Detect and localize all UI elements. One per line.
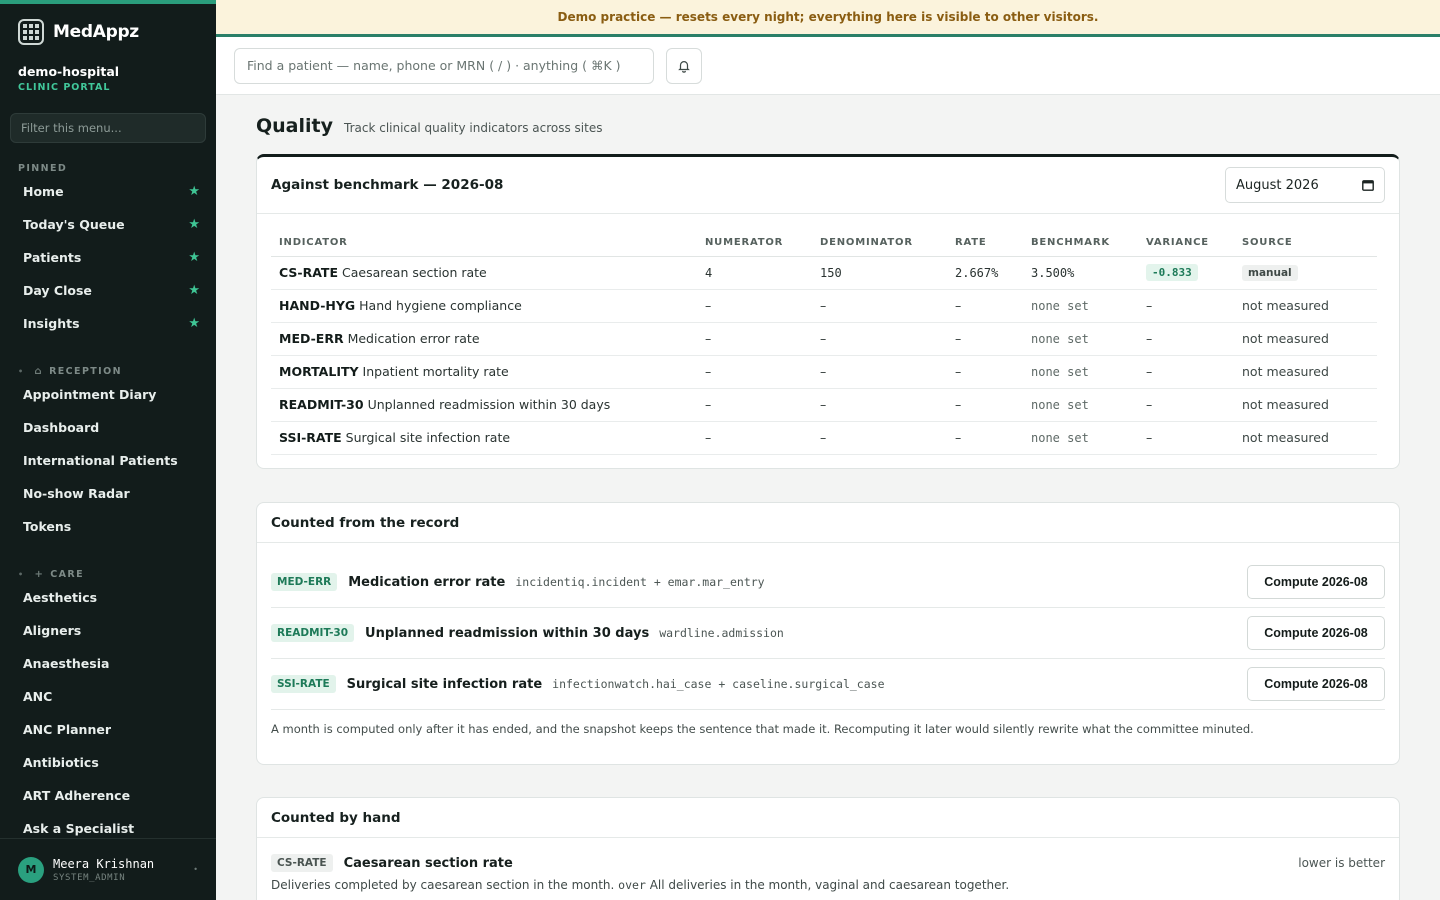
source-badge: manual xyxy=(1242,265,1298,281)
brand[interactable] xyxy=(0,4,216,60)
hand-indicator xyxy=(271,854,513,872)
variance-cell: – xyxy=(1138,322,1234,355)
rate-cell: 2.667% xyxy=(947,256,1023,289)
indicator-name: Inpatient mortality rate xyxy=(362,364,509,379)
col-source: SOURCE xyxy=(1234,230,1377,256)
sidebar-item-aligners[interactable]: Aligners xyxy=(23,623,82,638)
table-row xyxy=(271,289,1377,322)
brand-logo-icon xyxy=(18,19,44,45)
benchmark-card-header xyxy=(257,157,1399,214)
care-list xyxy=(0,581,216,845)
denominator-cell: – xyxy=(812,421,947,454)
indicator-code-badge: READMIT-30 xyxy=(271,624,354,642)
sidebar-item-aesthetics[interactable]: Aesthetics xyxy=(23,590,98,605)
page-title: Quality xyxy=(256,115,333,137)
indicator-cell xyxy=(271,256,697,289)
rate-cell: – xyxy=(947,388,1023,421)
col-denominator: DENOMINATOR xyxy=(812,230,947,256)
rate-cell: – xyxy=(947,322,1023,355)
indicator-name: Caesarean section rate xyxy=(343,855,513,871)
indicator-name: Unplanned readmission within 30 days xyxy=(365,625,650,641)
sidebar-item-art-adherence[interactable]: ART Adherence xyxy=(23,788,131,803)
section-label-care[interactable]: • + CARE xyxy=(18,568,85,580)
collapse-dot-icon: • xyxy=(18,366,25,376)
sidebar-item-insights[interactable]: Insights ★ xyxy=(23,316,200,331)
indicator-name: Medication error rate xyxy=(348,574,506,590)
section-label-reception[interactable]: • ⌂ RECEPTION xyxy=(18,365,122,377)
sidebar-item-day-close[interactable]: Day Close ★ xyxy=(23,283,200,298)
numerator-cell: – xyxy=(697,322,812,355)
numerator-cell: 4 xyxy=(697,256,812,289)
col-rate: RATE xyxy=(947,230,1023,256)
list-item xyxy=(271,854,1385,872)
sidebar xyxy=(0,0,216,900)
sidebar-item-todays-queue[interactable]: Today's Queue ★ xyxy=(23,217,200,232)
calendar-icon[interactable] xyxy=(1362,179,1374,191)
indicator-cell xyxy=(271,289,697,322)
record-title: Counted from the record xyxy=(271,514,460,531)
record-card xyxy=(256,502,1400,765)
source-cell: not measured xyxy=(1234,289,1377,322)
sidebar-item-patients[interactable]: Patients ★ xyxy=(23,250,200,265)
col-numerator: NUMERATOR xyxy=(697,230,812,256)
menu-filter-input[interactable]: Filter this menu... xyxy=(10,113,206,143)
home-icon: ⌂ xyxy=(34,365,44,377)
avatar: M xyxy=(18,857,44,883)
denominator-cell: – xyxy=(812,388,947,421)
section-label-pinned: PINNED xyxy=(18,162,68,174)
table-header-row xyxy=(271,230,1377,256)
record-note: A month is computed only after it has ended, and the snapshot keeps the sentence that made it. Recomputing it later would silently rewrite what the committee minuted. xyxy=(271,722,1254,736)
table-row xyxy=(271,322,1377,355)
sidebar-item-international-patients[interactable]: International Patients xyxy=(23,453,178,468)
list-item xyxy=(271,608,1385,659)
indicator-source: infectionwatch.hai_case + caseline.surgical_case xyxy=(552,677,885,691)
indicator-code: CS-RATE xyxy=(279,265,338,280)
indicator-name: Hand hygiene compliance xyxy=(359,298,522,313)
denominator-cell: – xyxy=(812,289,947,322)
indicator-cell xyxy=(271,355,697,388)
indicator-code-badge: MED-ERR xyxy=(271,573,337,591)
reception-list xyxy=(0,378,216,543)
sidebar-item-dashboard[interactable]: Dashboard xyxy=(23,420,100,435)
compute-button[interactable]: Compute 2026-08 xyxy=(1247,667,1385,701)
month-picker[interactable] xyxy=(1225,167,1385,203)
patient-search-input[interactable]: Find a patient — name, phone or MRN ( / ) · anything ( ⌘K ) xyxy=(234,48,654,84)
indicator-name: Surgical site infection rate xyxy=(345,430,511,445)
indicator-code: MORTALITY xyxy=(279,364,359,379)
brand-name: MedAppz xyxy=(53,22,139,42)
indicator-source: wardline.admission xyxy=(659,626,784,640)
benchmark-cell: none set xyxy=(1023,421,1138,454)
benchmark-cell: none set xyxy=(1023,355,1138,388)
star-icon[interactable]: ★ xyxy=(188,217,200,232)
source-cell: not measured xyxy=(1234,421,1377,454)
table-row xyxy=(271,355,1377,388)
variance-cell: – xyxy=(1138,289,1234,322)
direction-label: lower is better xyxy=(1298,856,1385,870)
numerator-cell: – xyxy=(697,289,812,322)
col-variance: VARIANCE xyxy=(1138,230,1234,256)
sidebar-item-home[interactable]: Home ★ xyxy=(23,184,200,199)
indicator-cell xyxy=(271,322,697,355)
over-label: over xyxy=(618,878,646,892)
source-cell: not measured xyxy=(1234,355,1377,388)
indicator-name: Unplanned readmission within 30 days xyxy=(367,397,611,412)
tenant-info[interactable] xyxy=(0,60,216,93)
sidebar-item-anc[interactable]: ANC xyxy=(23,689,53,704)
indicator-code: READMIT-30 xyxy=(279,397,364,412)
sidebar-item-ask-a-specialist[interactable]: Ask a Specialist xyxy=(23,821,135,836)
variance-badge: -0.833 xyxy=(1146,264,1198,281)
indicator-name: Caesarean section rate xyxy=(341,265,487,280)
month-value: August 2026 xyxy=(1236,177,1319,193)
benchmark-table xyxy=(271,230,1377,455)
variance-cell: – xyxy=(1138,388,1234,421)
benchmark-card xyxy=(256,154,1400,469)
table-row xyxy=(271,388,1377,421)
source-cell xyxy=(1234,256,1377,289)
list-item xyxy=(271,659,1385,710)
sidebar-item-tokens[interactable]: Tokens xyxy=(23,519,72,534)
variance-cell xyxy=(1138,256,1234,289)
benchmark-cell: 3.500% xyxy=(1023,256,1138,289)
numerator-cell: – xyxy=(697,421,812,454)
sidebar-item-no-show-radar[interactable]: No-show Radar xyxy=(23,486,130,501)
rate-cell: – xyxy=(947,421,1023,454)
record-card-header xyxy=(257,503,1399,543)
star-icon[interactable]: ★ xyxy=(188,250,200,265)
star-icon[interactable]: ★ xyxy=(188,283,200,298)
indicator-code: SSI-RATE xyxy=(279,430,342,445)
user-name: Meera Krishnan xyxy=(53,856,155,871)
sidebar-item-anaesthesia[interactable]: Anaesthesia xyxy=(23,656,110,671)
indicator-code: HAND-HYG xyxy=(279,298,356,313)
tenant-name: demo-hospital xyxy=(18,64,120,79)
source-cell: not measured xyxy=(1234,388,1377,421)
main-content xyxy=(216,95,1440,900)
benchmark-cell: none set xyxy=(1023,388,1138,421)
rate-cell: – xyxy=(947,289,1023,322)
user-profile[interactable] xyxy=(0,838,216,900)
star-icon[interactable]: ★ xyxy=(188,316,200,331)
page-header xyxy=(256,115,602,137)
benchmark-cell: none set xyxy=(1023,322,1138,355)
sidebar-item-appointment-diary[interactable]: Appointment Diary xyxy=(23,387,157,402)
collapse-dot-icon: • xyxy=(18,569,25,579)
numerator-cell: – xyxy=(697,388,812,421)
compute-button[interactable]: Compute 2026-08 xyxy=(1247,565,1385,599)
list-item xyxy=(271,557,1385,608)
chevron-icon[interactable]: • xyxy=(193,865,198,874)
indicator-code: MED-ERR xyxy=(279,331,344,346)
bell-icon xyxy=(677,59,691,73)
hand-card xyxy=(256,797,1400,900)
star-icon[interactable]: ★ xyxy=(188,184,200,199)
table-row xyxy=(271,421,1377,454)
compute-button[interactable]: Compute 2026-08 xyxy=(1247,616,1385,650)
hand-card-header xyxy=(257,798,1399,838)
numerator-description: Deliveries completed by caesarean section in the month. xyxy=(271,878,615,892)
demo-banner: Demo practice — resets every night; everything here is visible to other visitors. xyxy=(216,0,1440,37)
indicator-cell xyxy=(271,388,697,421)
benchmark-cell: none set xyxy=(1023,289,1138,322)
notifications-button[interactable] xyxy=(666,48,702,84)
table-row xyxy=(271,256,1377,289)
source-cell: not measured xyxy=(1234,322,1377,355)
sidebar-item-antibiotics[interactable]: Antibiotics xyxy=(23,755,99,770)
denominator-description: All deliveries in the month, vaginal and caesarean together. xyxy=(649,878,1010,892)
page-subtitle: Track clinical quality indicators across sites xyxy=(344,121,603,135)
denominator-cell: – xyxy=(812,355,947,388)
col-benchmark: BENCHMARK xyxy=(1023,230,1138,256)
indicator-definition xyxy=(271,878,1385,892)
indicator-cell xyxy=(271,421,697,454)
user-role: SYSTEM_ADMIN xyxy=(53,872,126,883)
indicator-code-badge: CS-RATE xyxy=(271,854,333,872)
denominator-cell: 150 xyxy=(812,256,947,289)
variance-cell: – xyxy=(1138,421,1234,454)
tenant-subtitle: CLINIC PORTAL xyxy=(18,82,111,93)
hand-title: Counted by hand xyxy=(271,809,401,826)
pinned-list xyxy=(0,175,216,340)
indicator-code-badge: SSI-RATE xyxy=(271,675,336,693)
indicator-name: Medication error rate xyxy=(347,331,480,346)
col-indicator: INDICATOR xyxy=(271,230,697,256)
indicator-name: Surgical site infection rate xyxy=(346,676,543,692)
user-info xyxy=(53,857,193,883)
denominator-cell: – xyxy=(812,322,947,355)
rate-cell: – xyxy=(947,355,1023,388)
numerator-cell: – xyxy=(697,355,812,388)
indicator-source: incidentiq.incident + emar.mar_entry xyxy=(515,575,765,589)
plus-icon: + xyxy=(34,568,45,580)
variance-cell: – xyxy=(1138,355,1234,388)
topbar xyxy=(216,37,1440,95)
sidebar-item-anc-planner[interactable]: ANC Planner xyxy=(23,722,111,737)
benchmark-title: Against benchmark — 2026-08 xyxy=(271,177,504,193)
